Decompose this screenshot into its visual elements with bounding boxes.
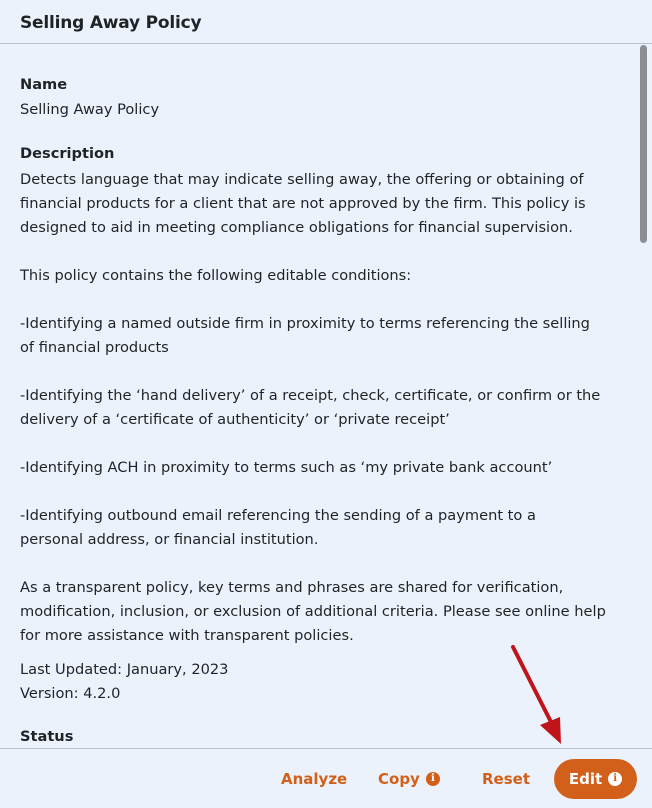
last-updated-text: Last Updated: January, 2023 [20,661,229,678]
description-line: Detects language that may indicate selling away, the offering or obtaining of [20,171,584,188]
analyze-button-label: Analyze [281,770,348,788]
description-line: -Identifying outbound email referencing the sending of a payment to a [20,507,536,524]
status-label: Status [20,728,74,745]
description-line: modification, inclusion, or exclusion of additional criteria. Please see online help [20,603,606,620]
copy-button[interactable] [378,759,440,799]
reset-button[interactable] [482,759,530,799]
name-value: Selling Away Policy [20,101,160,118]
description-line: -Identifying ACH in proximity to terms such as ‘my private bank account’ [20,459,553,476]
policy-details-scroll-area[interactable] [0,45,652,748]
panel-title: Selling Away Policy [20,13,202,33]
scrollbar[interactable] [638,45,648,748]
description-line: for more assistance with transparent policies. [20,627,354,644]
name-label: Name [20,76,68,93]
analyze-button[interactable] [281,759,347,799]
edit-button-label: Edit [568,770,603,788]
panel-header [0,0,652,44]
info-icon: i [608,772,622,786]
description-line: financial products for a client that are not approved by the firm. This policy is [20,195,586,212]
description-line: designed to aid in meeting compliance obligations for financial supervision. [20,219,573,236]
description-line: As a transparent policy, key terms and phrases are shared for verification, [20,579,564,596]
version-text: Version: 4.2.0 [20,685,121,702]
description-line: -Identifying the ‘hand delivery’ of a receipt, check, certificate, or confirm or the [20,387,601,404]
description-line: delivery of a ‘certificate of authenticity’ or ‘private receipt’ [20,411,450,428]
info-icon: i [426,772,440,786]
reset-button-label: Reset [482,770,530,788]
description-line: of financial products [20,339,169,356]
description-label: Description [20,145,115,162]
scrollbar-thumb[interactable] [640,45,647,243]
description-line: personal address, or financial institution. [20,531,319,548]
panel-footer [0,748,652,808]
description-line: This policy contains the following editable conditions: [20,267,412,284]
edit-button[interactable] [554,759,637,799]
description-line: -Identifying a named outside firm in proximity to terms referencing the selling [20,315,590,332]
copy-button-label: Copy [378,770,420,788]
